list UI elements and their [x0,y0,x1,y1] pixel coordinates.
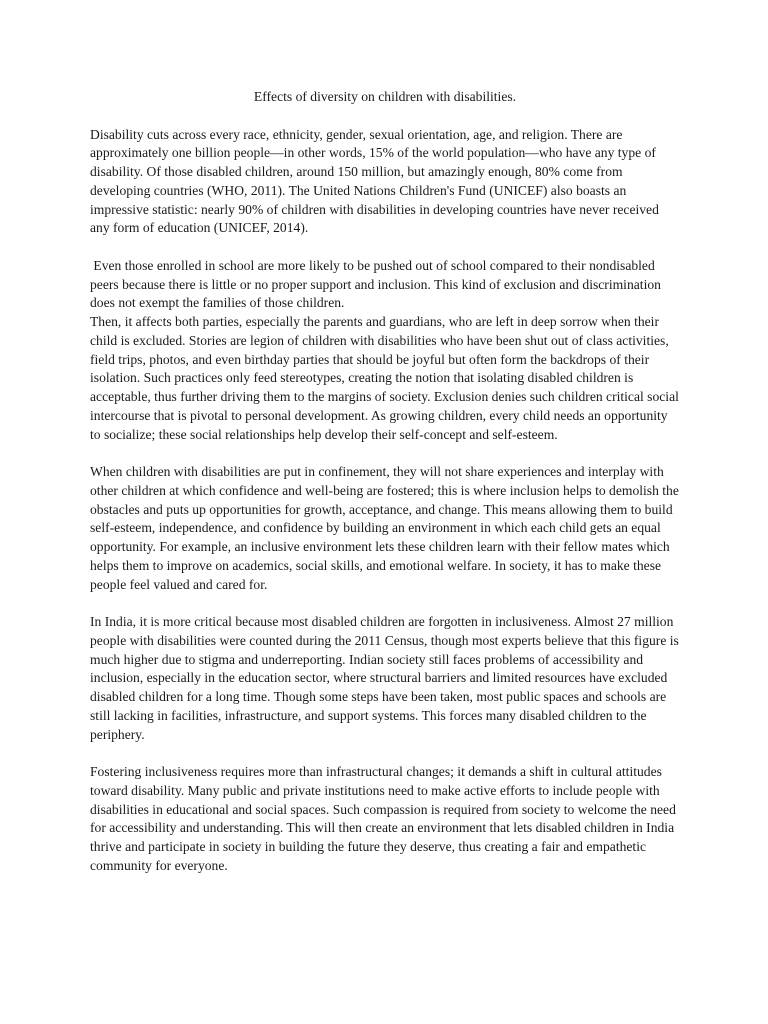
paragraph-spacer [90,238,680,257]
paragraph-inclusion-benefits: When children with disabilities are put in confinement, they will not share experiences and interplay with other children at which confidence and well-being are fostered; this is where inclusion helps to demolish the obstacles and puts up opportunities for growth, acceptance, and change. This means allowing them to build self-esteem, independence, and confidence by building an environment in which each child gets an equal opportunity. For example, an inclusive environment lets these children learn with their fellow mates which helps them to improve on academics, social skills, and emotional welfare. In society, it has to make these people feel valued and cared for. [90,464,679,592]
paragraph-spacer [90,594,680,613]
paragraph-school-exclusion: Even those enrolled in school are more likely to be pushed out of school compared to their nondisabled peers because there is little or no proper support and inclusion. This kind of exclusion and discrimination does not exempt the families of those children. [90,257,665,311]
paragraph-spacer [90,744,680,763]
paragraph-disability-statistics: Disability cuts across every race, ethnicity, gender, sexual orientation, age, and religion. There are approximately one billion people—in other words, 15% of the world population—who have any type of disability. Of those disabled children, around 150 million, but amazingly enough, 80% come from developing countries (WHO, 2011). The United Nations Children's Fund (UNICEF) also boasts an impressive statistic: nearly 90% of children with disabilities in developing countries have never received any form of education (UNICEF, 2014). [90,126,659,236]
document-title: Effects of diversity on children with disabilities. [253,89,517,104]
paragraph-fostering-inclusiveness: Fostering inclusiveness requires more than infrastructural changes; it demands a shift in cultural attitudes toward disability. Many public and private institutions need to make active efforts to include people with disabilities in educational and social spaces. Such compassion is required from society to welcome the need for accessibility and understanding. This will then create an environment that lets disabled children in India thrive and participate in society in building the future they deserve, thus creating a fair and empathetic community for everyone. [90,764,676,873]
paragraph-spacer [90,444,680,463]
document-body [90,88,680,876]
paragraph-india-context: In India, it is more critical because most disabled children are forgotten in inclusiveness. Almost 27 million people with disabilities were counted during the 2011 Census, though most experts believe that this figure is much higher due to stigma and underreporting. Indian society still faces problems of accessibility and inclusion, especially in the education sector, where structural barriers and limited resources have excluded disabled children for a long time. Though some steps have been taken, most public spaces and schools are still lacking in facilities, infrastructure, and support systems. This forces many disabled children to the periphery. [90,614,679,742]
paragraph-effects-on-families: Then, it affects both parties, especially the parents and guardians, who are left in deep sorrow when their child is excluded. Stories are legion of children with disabilities who have been shut out of class activities, field trips, photos, and even birthday parties that should be joyful but often form the backdrops of their isolation. Such practices only feed stereotypes, creating the notion that isolating disabled children is acceptable, thus further driving them to the margins of society. Exclusion denies such children critical social intercourse that is pivotal to personal development. As growing children, every child needs an opportunity to socialize; these social relationships help develop their self-concept and self-esteem. [90,314,679,442]
